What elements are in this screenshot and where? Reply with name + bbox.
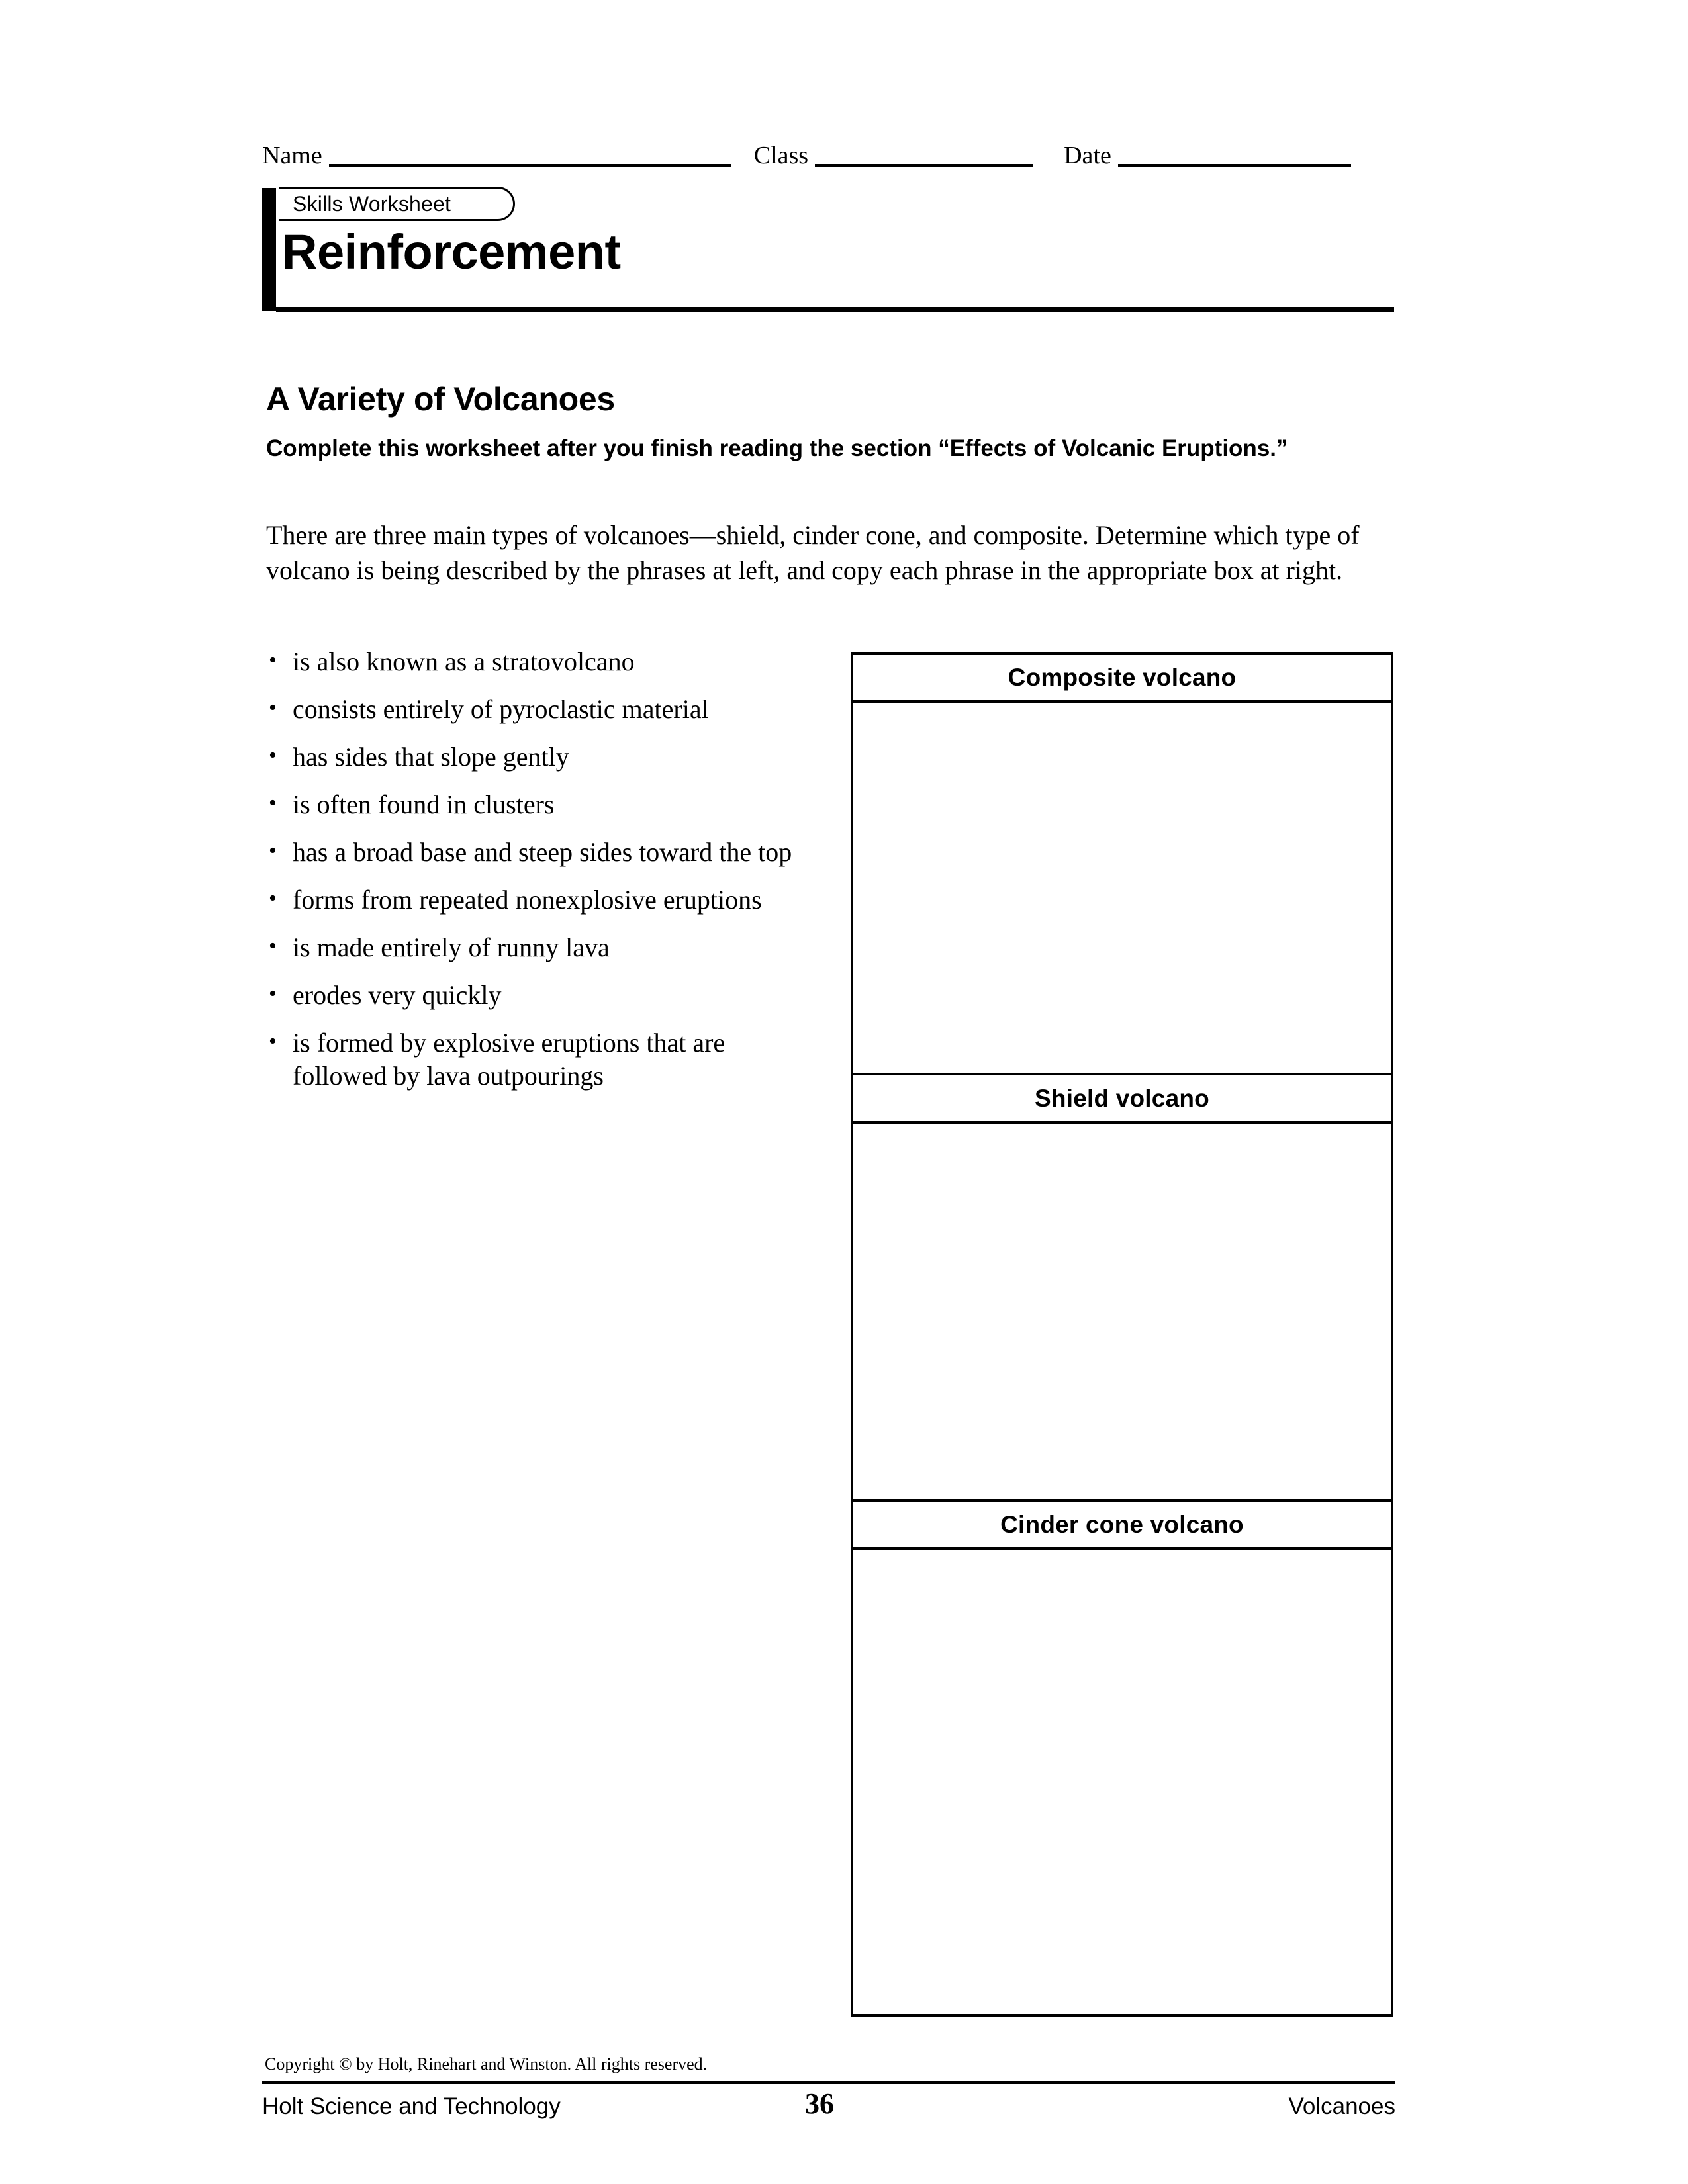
category-header-composite [853, 655, 1391, 703]
intro-paragraph: There are three main types of volcanoes—shield, cinder cone, and composite. Determine which type of volcano is being described by the phrases at left, and copy each phrase in the appropriate box at right. [266, 520, 1360, 585]
category-header-label: Cinder cone volcano [1000, 1510, 1244, 1538]
list-item: • is formed by explosive eruptions that are followed by lava outpourings [266, 1026, 816, 1093]
footer-divider [262, 2081, 1395, 2084]
date-label: Date [1064, 142, 1111, 169]
book-title: Holt Science and Technology [262, 2093, 561, 2119]
worksheet-type-title: Reinforcement [282, 224, 621, 279]
skills-worksheet-label: Skills Worksheet [293, 191, 451, 216]
copyright-notice: Copyright © by Holt, Rinehart and Winston. All rights reserved. [265, 2054, 708, 2073]
list-item: • consists entirely of pyroclastic material [266, 693, 816, 726]
answer-box-shield[interactable] [853, 1124, 1391, 1499]
class-input-line[interactable] [815, 164, 1033, 167]
phrase-list [266, 645, 816, 1107]
list-item: • forms from repeated nonexplosive eruptions [266, 884, 816, 917]
masthead [262, 187, 1394, 319]
category-block-composite [853, 655, 1391, 1073]
list-item: • is also known as a stratovolcano [266, 645, 816, 678]
list-item: • has sides that slope gently [266, 741, 816, 774]
directions-text: Complete this worksheet after you finish reading the section “Effects of Volcanic Eruptions.” [266, 435, 1288, 461]
list-item: • is made entirely of runny lava [266, 931, 816, 964]
student-info-row [262, 131, 1394, 171]
name-input-line[interactable] [329, 164, 731, 167]
category-block-cinder-cone [853, 1499, 1391, 1995]
answer-box-cinder-cone[interactable] [853, 1550, 1391, 1995]
volcano-category-table [851, 652, 1393, 2017]
category-header-shield [853, 1075, 1391, 1124]
masthead-divider [276, 307, 1394, 312]
category-block-shield [853, 1073, 1391, 1499]
class-label: Class [753, 142, 809, 169]
category-header-label: Shield volcano [1035, 1084, 1209, 1112]
category-header-cinder-cone [853, 1502, 1391, 1550]
page-number: 36 [805, 2087, 834, 2120]
date-input-line[interactable] [1118, 164, 1351, 167]
list-item: • has a broad base and steep sides toward the top [266, 836, 816, 869]
skills-worksheet-badge [279, 187, 515, 221]
page-title: A Variety of Volcanoes [266, 381, 615, 418]
category-header-label: Composite volcano [1008, 663, 1237, 691]
list-item: • erodes very quickly [266, 979, 816, 1012]
chapter-name: Volcanoes [1288, 2093, 1395, 2119]
footer-row [262, 2087, 1395, 2130]
name-label: Name [262, 142, 322, 169]
answer-box-composite[interactable] [853, 703, 1391, 1073]
list-item: • is often found in clusters [266, 788, 816, 821]
masthead-accent-bar [262, 188, 276, 311]
